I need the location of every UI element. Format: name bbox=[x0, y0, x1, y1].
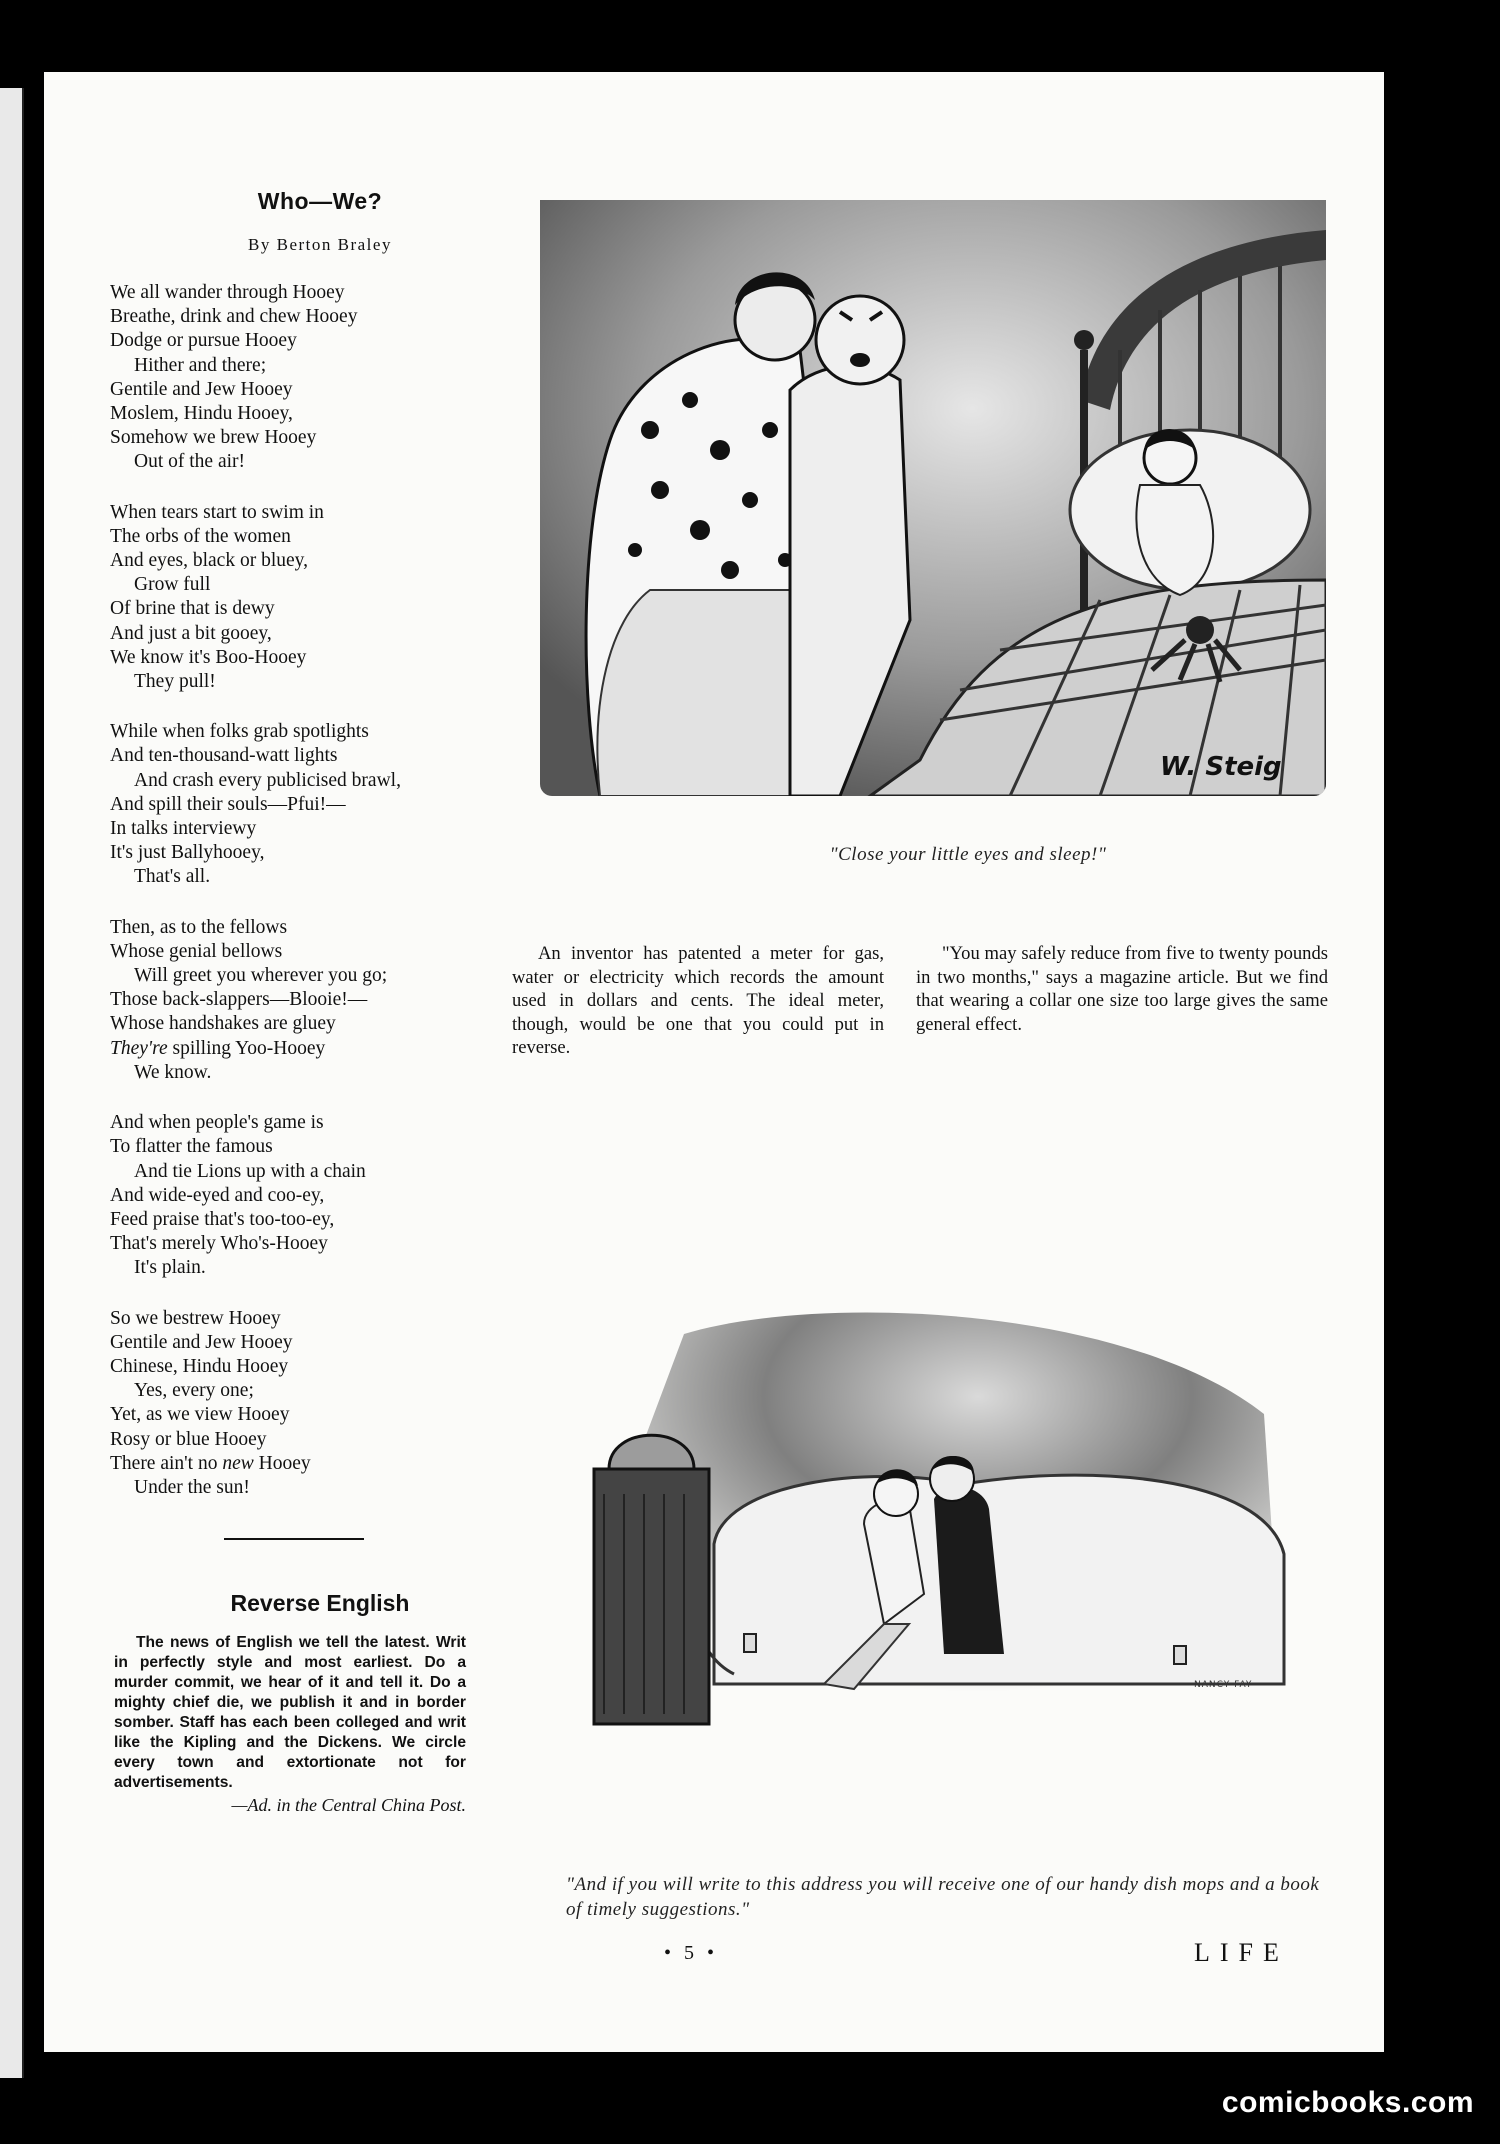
poem-line: When tears start to swim in bbox=[110, 501, 324, 523]
reduce-joke bbox=[916, 942, 1328, 1036]
poem-line: Yet, as we view Hooey bbox=[110, 1404, 290, 1426]
poem-emphasis: They're bbox=[110, 1037, 168, 1059]
poem-line: Hither and there; bbox=[134, 354, 267, 376]
reverse-english-body bbox=[114, 1633, 466, 1793]
poem-line: Out of the air! bbox=[134, 451, 246, 473]
poem-line: Chinese, Hindu Hooey bbox=[110, 1355, 289, 1377]
poem-stanza bbox=[110, 1111, 530, 1280]
poem-line: They pull! bbox=[134, 671, 216, 693]
poem-line: Whose genial bellows bbox=[110, 940, 283, 962]
adjacent-page-edge bbox=[0, 88, 24, 2078]
poem-line: Yes, every one; bbox=[134, 1380, 254, 1402]
page-number: • 5 • bbox=[664, 1942, 719, 1964]
poem-line: Dodge or pursue Hooey bbox=[110, 330, 297, 352]
poem-stanza bbox=[110, 720, 530, 889]
couple-cartoon bbox=[564, 1294, 1324, 1734]
poem-title: Who—We? bbox=[257, 188, 383, 214]
poem-line: Moslem, Hindu Hooey, bbox=[110, 403, 293, 425]
poem-line: It's just Ballyhooey, bbox=[110, 842, 265, 864]
poem-byline: By Berton Braley bbox=[248, 235, 392, 254]
section-divider bbox=[224, 1538, 364, 1540]
poem-column bbox=[110, 188, 530, 1816]
poem-stanza bbox=[110, 281, 530, 475]
poem-line: And eyes, black or bluey, bbox=[110, 550, 309, 572]
reverse-english-title: Reverse English bbox=[230, 1590, 410, 1617]
poem-stanza bbox=[110, 501, 530, 695]
poem-line: There ain't no new Hooey bbox=[110, 1452, 311, 1474]
poem-line: Rosy or blue Hooey bbox=[110, 1428, 267, 1450]
poem-line: We know. bbox=[134, 1061, 212, 1083]
poem-line: Will greet you wherever you go; bbox=[134, 965, 388, 987]
poem-line: We all wander through Hooey bbox=[110, 282, 345, 303]
poem-line: And ten-thousand-watt lights bbox=[110, 745, 338, 767]
poem-line: Whose handshakes are gluey bbox=[110, 1013, 336, 1035]
meter-joke-text: An inventor has patented a meter for gas, water or electricity which records the amount used in dollars and cents. The ideal meter, though, would be one that you could put in reverse. bbox=[512, 943, 884, 1058]
poem-line: Gentile and Jew Hooey bbox=[110, 378, 293, 400]
poem-line: That's all. bbox=[134, 866, 211, 888]
poem-line: Gentile and Jew Hooey bbox=[110, 1331, 293, 1353]
couple-cartoon-illustration bbox=[564, 1294, 1324, 1734]
bottom-cartoon-caption: "And if you will write to this address you will receive one of our handy dish mops and a book of timely suggestions." bbox=[566, 1874, 1320, 1920]
top-cartoon-signature: W. Steig bbox=[1160, 752, 1282, 782]
poem-line: Under the sun! bbox=[134, 1476, 250, 1498]
poem-line: While when folks grab spotlights bbox=[110, 721, 369, 743]
bottom-cartoon-signature: NANCY FAY bbox=[1194, 1680, 1253, 1690]
poem-line: Feed praise that's too-too-ey, bbox=[110, 1208, 335, 1230]
poem-line: And wide-eyed and coo-ey, bbox=[110, 1184, 325, 1206]
poem-line: Grow full bbox=[134, 574, 211, 596]
poem-line: And spill their souls—Pfui!— bbox=[110, 793, 346, 815]
poem-line: The orbs of the women bbox=[110, 525, 291, 547]
poem-line: Breathe, drink and chew Hooey bbox=[110, 306, 358, 328]
poem-line: They're spilling Yoo-Hooey bbox=[110, 1037, 326, 1059]
poem-line: And tie Lions up with a chain bbox=[134, 1160, 366, 1182]
poem-line: And crash every publicised brawl, bbox=[134, 769, 401, 791]
reverse-english-text: The news of English we tell the latest. Writ in perfectly style and most earliest. Do a murder commit, we hear of it and tell it. Do a mighty chief die, we publish it and in border somber. Staff has each been colleged and writ like the Kipling and the Dickens. We circle every town and extortionate not for advertisements. bbox=[114, 1634, 466, 1792]
poem-line: We know it's Boo-Hooey bbox=[110, 646, 307, 668]
poem-body bbox=[110, 281, 530, 1500]
magazine-page bbox=[44, 72, 1384, 2052]
poem-stanza bbox=[110, 1307, 530, 1501]
poem-line: Of brine that is dewy bbox=[110, 598, 275, 620]
poem-line: Somehow we brew Hooey bbox=[110, 427, 317, 449]
reverse-english-source: —Ad. in the Central China Post. bbox=[231, 1795, 466, 1816]
poem-line: So we bestrew Hooey bbox=[110, 1307, 281, 1329]
top-cartoon-caption: "Close your little eyes and sleep!" bbox=[829, 844, 1107, 865]
poem-line: In talks interviewy bbox=[110, 818, 257, 840]
bedtime-cartoon-illustration bbox=[540, 200, 1326, 796]
poem-line: To flatter the famous bbox=[110, 1136, 273, 1158]
poem-line: Those back-slappers—Blooie!— bbox=[110, 989, 368, 1011]
watermark: comicbooks.com bbox=[1221, 2086, 1474, 2119]
poem-line: That's merely Who's-Hooey bbox=[110, 1233, 328, 1255]
poem-line: It's plain. bbox=[134, 1257, 206, 1279]
poem-line: Then, as to the fellows bbox=[110, 916, 288, 938]
bedtime-cartoon bbox=[540, 200, 1326, 796]
reduce-joke-text: "You may safely reduce from five to twenty pounds in two months," says a magazine article. But we find that wearing a collar one size too large gives the same general effect. bbox=[916, 943, 1328, 1035]
meter-joke bbox=[512, 942, 884, 1060]
poem-stanza bbox=[110, 916, 530, 1085]
poem-emphasis: new bbox=[222, 1452, 254, 1474]
magazine-name: LIFE bbox=[1194, 1938, 1289, 1967]
poem-line: And just a bit gooey, bbox=[110, 622, 272, 644]
poem-line: And when people's game is bbox=[110, 1112, 324, 1134]
